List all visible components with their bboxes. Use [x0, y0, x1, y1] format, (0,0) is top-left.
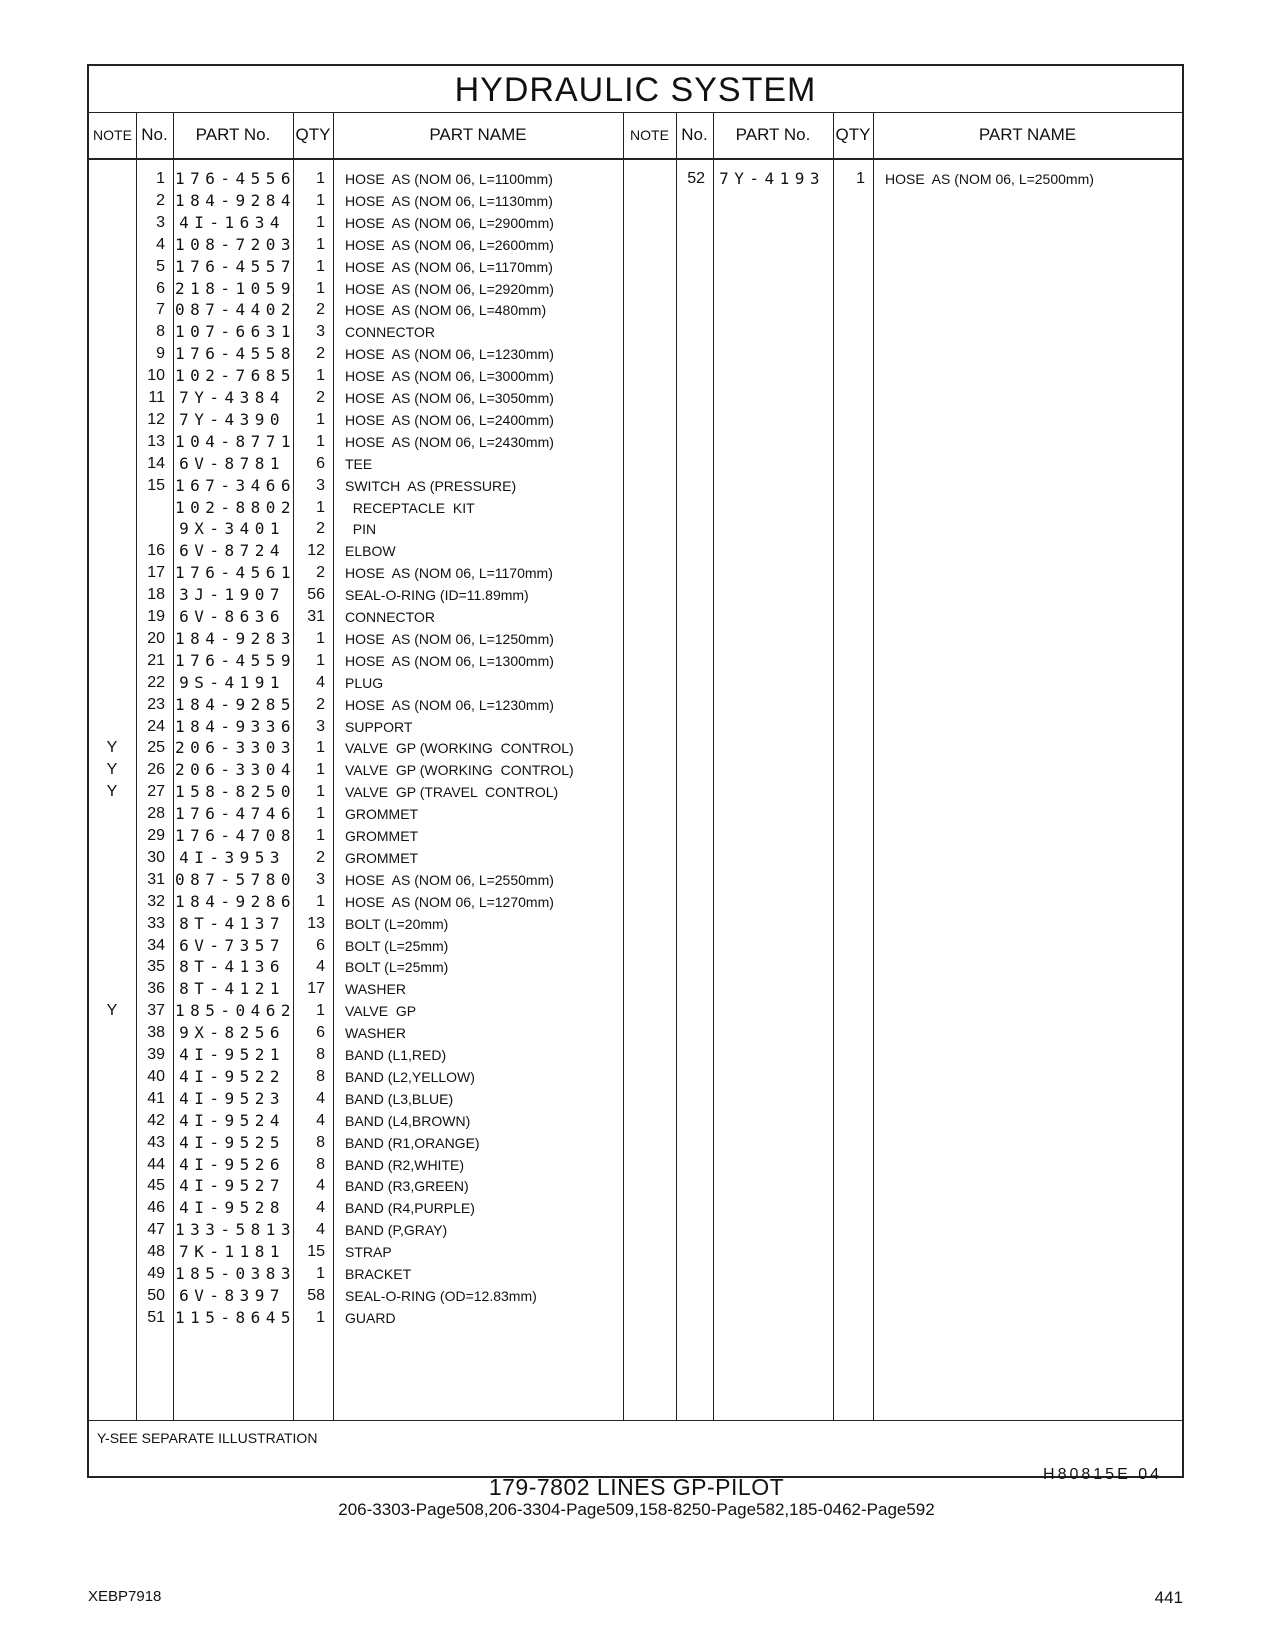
cell-name: VALVE GP (TRAVEL CONTROL) [345, 784, 559, 801]
table-row [89, 1307, 1182, 1329]
header-note-left: NOTE [89, 112, 136, 160]
cell-name: SEAL-O-RING (OD=12.83mm) [345, 1287, 537, 1304]
cell-part: 108-7203 [175, 234, 297, 254]
cell-qty: 1 [316, 410, 325, 428]
cell-qty: 1 [316, 783, 325, 801]
cell-no: 22 [147, 673, 165, 691]
cell-qty: 4 [316, 673, 325, 691]
cell-part: 176-4561 [175, 563, 297, 583]
cell-part: 3J-1907 [179, 585, 285, 605]
cell-qty: 1 [316, 629, 325, 647]
cell-part: 6V-8636 [179, 607, 285, 626]
table-row [89, 497, 1182, 519]
cell-qty: 8 [316, 1133, 325, 1151]
cell-name: HOSE AS (NOM 06, L=1170mm) [345, 565, 553, 582]
header-qty-right: QTY [833, 112, 873, 160]
table-row [89, 365, 1182, 387]
cell-part: 8T-4137 [179, 913, 285, 933]
cell-part: 184-9283 [175, 628, 297, 648]
table-row [89, 540, 1182, 562]
cell-part: 087-4402 [175, 300, 297, 320]
cell-name: BAND (L1,RED) [345, 1047, 447, 1063]
cell-no: 34 [147, 936, 165, 954]
table-row [89, 1241, 1182, 1263]
cell-name: GROMMET [345, 806, 419, 823]
cell-name: BAND (R2,WHITE) [345, 1156, 464, 1173]
cell-qty: 2 [316, 695, 325, 713]
table-body [89, 158, 1182, 1421]
cell-no: 39 [147, 1046, 165, 1063]
cell-qty: 2 [316, 520, 325, 538]
cell-part: 6V-8724 [179, 541, 285, 561]
cell-name: HOSE AS (NOM 06, L=1250mm) [345, 630, 554, 647]
cell-qty: 4 [316, 1221, 325, 1239]
cell-no: 43 [147, 1133, 165, 1151]
cell-part: 8T-4121 [179, 979, 285, 999]
cell-no: 24 [147, 717, 165, 735]
cell-part: 176-4746 [175, 804, 297, 824]
cell-part: 176-4708 [175, 826, 297, 845]
cell-name: GUARD [345, 1309, 396, 1326]
cell-name: PLUG [345, 674, 384, 691]
table-row [89, 737, 1182, 759]
table-row [89, 1066, 1182, 1088]
cell-name: STRAP [345, 1244, 392, 1261]
cell-name: BOLT (L=25mm) [345, 959, 449, 976]
cell-name: BOLT (L=20mm) [345, 915, 449, 932]
cell-part: 6V-8397 [179, 1285, 285, 1305]
cell-name: BAND (L4,BROWN) [345, 1112, 471, 1129]
table-row [89, 212, 1182, 234]
cell-name: BAND (L2,YELLOW) [345, 1068, 475, 1085]
cell-part: 4I-1634 [179, 212, 285, 232]
table-row [89, 431, 1182, 453]
table-row [89, 1110, 1182, 1132]
cell-qty: 17 [307, 980, 325, 998]
header-no-right: No. [676, 112, 713, 160]
cell-name: HOSE AS (NOM 06, L=1100mm) [345, 171, 553, 187]
cell-part: 176-4556 [175, 169, 297, 188]
cell-no: 3 [156, 213, 165, 231]
table-row [89, 978, 1182, 1000]
cell-no: 42 [147, 1111, 165, 1129]
cell-part: 8T-4136 [179, 957, 285, 977]
cell-qty: 1 [316, 213, 325, 231]
table-row [89, 781, 1182, 803]
table-row [89, 759, 1182, 781]
cell-no: 28 [147, 805, 165, 823]
document-id: XEBP7918 [88, 1588, 162, 1605]
cell-no: 16 [147, 542, 165, 560]
table-row [89, 956, 1182, 978]
cell-no: 46 [147, 1199, 165, 1217]
table-row [89, 869, 1182, 891]
cell-part: 9S-4191 [179, 672, 285, 692]
cell-qty: 4 [316, 1199, 325, 1217]
cell-no: 26 [147, 761, 165, 779]
cell-name: CONNECTOR [345, 324, 435, 341]
cell-qty: 1 [316, 1002, 325, 1020]
header-qty-left: QTY [293, 112, 333, 160]
cell-name: WASHER [345, 981, 406, 998]
table-row [89, 584, 1182, 606]
table-row [89, 1132, 1182, 1154]
header-part-name-right: PART NAME [873, 112, 1182, 160]
cell-no: 29 [147, 827, 165, 844]
cell-name: HOSE AS (NOM 06, L=1300mm) [345, 652, 554, 669]
page-references: 206-3303-Page508,206-3304-Page509,158-8250-Page582,185-0462-Page592 [338, 1500, 935, 1519]
cell-no: 9 [156, 345, 165, 363]
cell-no: 33 [147, 914, 165, 932]
cell-qty: 15 [307, 1243, 325, 1261]
cell-qty: 2 [316, 848, 325, 866]
table-row [89, 1219, 1182, 1241]
cell-part: 7Y-4193 [719, 169, 825, 188]
cell-part: 185-0383 [175, 1264, 297, 1283]
cell-name: HOSE AS (NOM 06, L=2900mm) [345, 214, 554, 231]
cell-qty: 3 [316, 717, 325, 735]
cell-part: 185-0462 [175, 1001, 297, 1021]
cell-part: 7Y-4390 [179, 409, 285, 429]
group-title: 179-7802 LINES GP-PILOT [488, 1474, 785, 1500]
cell-qty: 13 [307, 914, 325, 932]
cell-qty: 1 [316, 432, 325, 450]
cell-part: 4I-9521 [179, 1045, 285, 1064]
cell-name: HOSE AS (NOM 06, L=3000mm) [345, 368, 554, 385]
cell-qty: 1 [316, 739, 325, 757]
cell-name: ELBOW [345, 543, 396, 560]
cell-name: HOSE AS (NOM 06, L=2400mm) [345, 411, 554, 428]
cell-no: 49 [147, 1265, 165, 1282]
cell-part: 4I-3953 [179, 847, 285, 867]
cell-qty: 1 [316, 498, 325, 516]
cell-qty: 1 [856, 170, 865, 187]
cell-qty: 1 [316, 1308, 325, 1326]
cell-qty: 3 [316, 323, 325, 341]
cell-qty: 1 [316, 892, 325, 910]
cell-no: 41 [147, 1089, 165, 1107]
cell-no: 45 [147, 1177, 165, 1195]
cell-qty: 4 [316, 1177, 325, 1195]
table-row [89, 387, 1182, 409]
cell-qty: 4 [316, 1111, 325, 1129]
cell-no: 40 [147, 1067, 165, 1085]
table-row [89, 628, 1182, 650]
table-row [89, 1154, 1182, 1176]
table-row [89, 1263, 1182, 1285]
cell-no: 23 [147, 695, 165, 713]
cell-name: SUPPORT [345, 718, 413, 735]
cell-qty: 6 [316, 454, 325, 472]
cell-no: 51 [147, 1308, 165, 1326]
table-row [89, 1197, 1182, 1219]
cell-part: 218-1059 [175, 278, 297, 298]
cell-no: 50 [147, 1286, 165, 1304]
cell-name: BOLT (L=25mm) [345, 937, 449, 954]
illustration-code: H80815E 04 [1043, 1466, 1162, 1483]
table-row [89, 913, 1182, 935]
cell-qty: 8 [316, 1046, 325, 1063]
cell-no: 47 [147, 1221, 165, 1239]
cell-name: SWITCH AS (PRESSURE) [345, 477, 517, 494]
cell-qty: 1 [316, 651, 325, 669]
cell-part: 4I-9522 [179, 1066, 285, 1086]
cell-no: 7 [156, 301, 165, 319]
table-row [89, 562, 1182, 584]
page-title: HYDRAULIC SYSTEM [89, 66, 1182, 113]
cell-qty: 2 [316, 301, 325, 319]
cell-no: 52 [687, 170, 705, 187]
cell-part: 6V-7357 [179, 935, 285, 955]
table-row [89, 475, 1182, 497]
cell-part: 4I-9527 [179, 1176, 285, 1196]
cell-no: 13 [147, 432, 165, 450]
header-no-left: No. [136, 112, 173, 160]
cell-qty: 1 [316, 257, 325, 275]
cell-part: 102-8802 [175, 497, 297, 517]
table-row [89, 278, 1182, 300]
cell-no: 2 [156, 191, 165, 209]
page-number: 441 [1154, 1588, 1183, 1607]
cell-name: BAND (R3,GREEN) [345, 1178, 469, 1195]
header-part-name-left: PART NAME [333, 112, 623, 160]
table-row [89, 650, 1182, 672]
table-row [89, 321, 1182, 343]
cell-qty: 58 [307, 1286, 325, 1304]
cell-no: 4 [156, 235, 165, 253]
cell-part: 184-9286 [175, 891, 297, 911]
cell-no: 25 [147, 739, 165, 757]
cell-part: 184-9336 [175, 716, 297, 736]
cell-qty: 8 [316, 1067, 325, 1085]
cell-name: HOSE AS (NOM 06, L=3050mm) [345, 390, 554, 406]
cell-name: HOSE AS (NOM 06, L=1230mm) [345, 346, 554, 363]
cell-part: 104-8771 [175, 431, 297, 451]
table-row [89, 256, 1182, 278]
table-row [89, 694, 1182, 716]
cell-qty: 3 [316, 870, 325, 888]
cell-note: Y [106, 783, 118, 801]
cell-qty: 6 [316, 936, 325, 954]
cell-part: 9X-8256 [179, 1023, 285, 1043]
cell-note: Y [106, 761, 118, 779]
table-row [89, 190, 1182, 212]
cell-no: 38 [147, 1024, 165, 1042]
cell-qty: 6 [316, 1024, 325, 1042]
cell-name: HOSE AS (NOM 06, L=2550mm) [345, 871, 554, 888]
cell-qty: 4 [316, 958, 325, 976]
cell-no: 21 [147, 651, 165, 669]
cell-part: 107-6631 [175, 322, 297, 342]
table-row [89, 935, 1182, 957]
cell-no: 36 [147, 980, 165, 998]
cell-qty: 1 [316, 805, 325, 823]
cell-part: 102-7685 [175, 366, 297, 386]
cell-name: VALVE GP (WORKING CONTROL) [345, 762, 574, 779]
cell-qty: 1 [316, 235, 325, 253]
cell-part: 6V-8781 [179, 453, 285, 473]
cell-part: 176-4557 [175, 256, 297, 276]
cell-qty: 4 [316, 1089, 325, 1107]
table-row [89, 1044, 1182, 1066]
cell-no: 6 [156, 279, 165, 297]
cell-no: 31 [147, 870, 165, 888]
cell-name: BAND (R4,PURPLE) [345, 1200, 475, 1217]
cell-qty: 2 [316, 345, 325, 363]
cell-no: 8 [156, 323, 165, 341]
cell-part: 4I-9528 [179, 1198, 285, 1218]
cell-part: 115-8645 [175, 1307, 297, 1327]
cell-part: 4I-9526 [179, 1154, 285, 1174]
cell-no: 14 [147, 454, 165, 472]
cell-no: 10 [147, 367, 165, 385]
table-row [89, 1175, 1182, 1197]
table-row [89, 847, 1182, 869]
table-row [89, 825, 1182, 847]
cell-name: SEAL-O-RING (ID=11.89mm) [345, 587, 529, 604]
cell-part: 4I-9524 [179, 1110, 285, 1130]
cell-qty: 31 [307, 608, 325, 625]
cell-name: BAND (P,GRAY) [345, 1222, 448, 1239]
cell-name: VALVE GP [345, 1003, 417, 1020]
cell-name: TEE [345, 455, 373, 472]
cell-name: BAND (L3,BLUE) [345, 1090, 454, 1107]
cell-name: WASHER [345, 1025, 406, 1042]
cell-part: 087-5780 [175, 869, 297, 889]
table-row [89, 234, 1182, 256]
cell-qty: 56 [307, 586, 325, 604]
cell-part: 158-8250 [175, 782, 297, 802]
table-row [89, 1285, 1182, 1307]
cell-part: 167-3466 [175, 475, 297, 495]
cell-name: PIN [345, 521, 377, 538]
cell-part: 4I-9525 [179, 1132, 285, 1152]
cell-part: 7K-1181 [179, 1242, 285, 1262]
cell-part: 9X-3401 [179, 519, 285, 539]
cell-part: 176-4558 [175, 344, 297, 364]
cell-no: 44 [147, 1155, 165, 1173]
cell-qty: 3 [316, 476, 325, 494]
cell-no: 18 [147, 586, 165, 604]
cell-part: 184-9284 [175, 190, 297, 210]
cell-qty: 1 [316, 827, 325, 844]
cell-no: 30 [147, 848, 165, 866]
cell-name: VALVE GP (WORKING CONTROL) [345, 740, 574, 757]
cell-no: 37 [147, 1002, 165, 1020]
cell-part: 206-3304 [175, 760, 297, 780]
cell-note: Y [106, 1002, 118, 1020]
cell-no: 5 [156, 257, 165, 275]
cell-name: BAND (R1,ORANGE) [345, 1134, 480, 1151]
cell-name: HOSE AS (NOM 06, L=480mm) [345, 302, 547, 319]
cell-name: RECEPTACLE KIT [345, 499, 475, 516]
table-row [89, 891, 1182, 913]
cell-part: 176-4559 [175, 650, 297, 670]
table-row [89, 343, 1182, 365]
cell-no: 32 [147, 892, 165, 910]
table-row [89, 606, 1182, 628]
cell-qty: 1 [316, 367, 325, 385]
cell-no: 15 [147, 476, 165, 494]
cell-no: 19 [147, 608, 165, 625]
cell-no: 11 [148, 389, 165, 406]
cell-qty: 1 [316, 1265, 325, 1282]
table-row [89, 803, 1182, 825]
cell-no: 35 [147, 958, 165, 976]
cell-no: 17 [147, 564, 165, 582]
cell-qty: 8 [316, 1155, 325, 1173]
cell-qty: 2 [316, 389, 325, 406]
cell-name: HOSE AS (NOM 06, L=1170mm) [345, 258, 553, 275]
table-row [89, 168, 1182, 190]
table-row [89, 1022, 1182, 1044]
cell-name: HOSE AS (NOM 06, L=1130mm) [345, 192, 553, 209]
cell-name: HOSE AS (NOM 06, L=2430mm) [345, 433, 554, 450]
cell-no: 27 [147, 783, 165, 801]
table-row [89, 672, 1182, 694]
cell-no: 12 [147, 410, 165, 428]
cell-qty: 1 [316, 170, 325, 187]
cell-note: Y [106, 739, 118, 757]
cell-name: BRACKET [345, 1266, 412, 1282]
cell-no: 1 [156, 170, 165, 187]
header-note-right: NOTE [623, 112, 676, 160]
header-part-no-left: PART No. [173, 112, 293, 160]
cell-part: 184-9285 [175, 694, 297, 714]
table-row [89, 1000, 1182, 1022]
table-row [89, 518, 1182, 540]
cell-name: GROMMET [345, 849, 419, 866]
cell-qty: 1 [316, 761, 325, 779]
cell-no: 48 [147, 1243, 165, 1261]
cell-qty: 2 [316, 564, 325, 582]
cell-name: HOSE AS (NOM 06, L=1230mm) [345, 696, 554, 713]
cell-name: GROMMET [345, 828, 419, 844]
cell-part: 7Y-4384 [179, 388, 285, 407]
cell-qty: 1 [316, 279, 325, 297]
cell-name: HOSE AS (NOM 06, L=2920mm) [345, 280, 554, 297]
table-row [89, 299, 1182, 321]
cell-name: HOSE AS (NOM 06, L=1270mm) [345, 893, 554, 910]
table-row [89, 409, 1182, 431]
cell-part: 133-5813 [175, 1220, 297, 1240]
table-row [89, 716, 1182, 738]
footnote: Y-SEE SEPARATE ILLUSTRATION [97, 1430, 318, 1446]
cell-no: 20 [147, 629, 165, 647]
table-row [89, 453, 1182, 475]
cell-part: 206-3303 [175, 738, 297, 758]
header-part-no-right: PART No. [713, 112, 833, 160]
parts-table-frame [87, 64, 1184, 1483]
cell-qty: 1 [316, 191, 325, 209]
cell-name: HOSE AS (NOM 06, L=2500mm) [885, 171, 1094, 187]
cell-name: CONNECTOR [345, 609, 435, 625]
table-row [89, 1088, 1182, 1110]
cell-name: HOSE AS (NOM 06, L=2600mm) [345, 236, 554, 253]
cell-part: 4I-9523 [179, 1088, 285, 1108]
cell-qty: 12 [307, 542, 325, 560]
